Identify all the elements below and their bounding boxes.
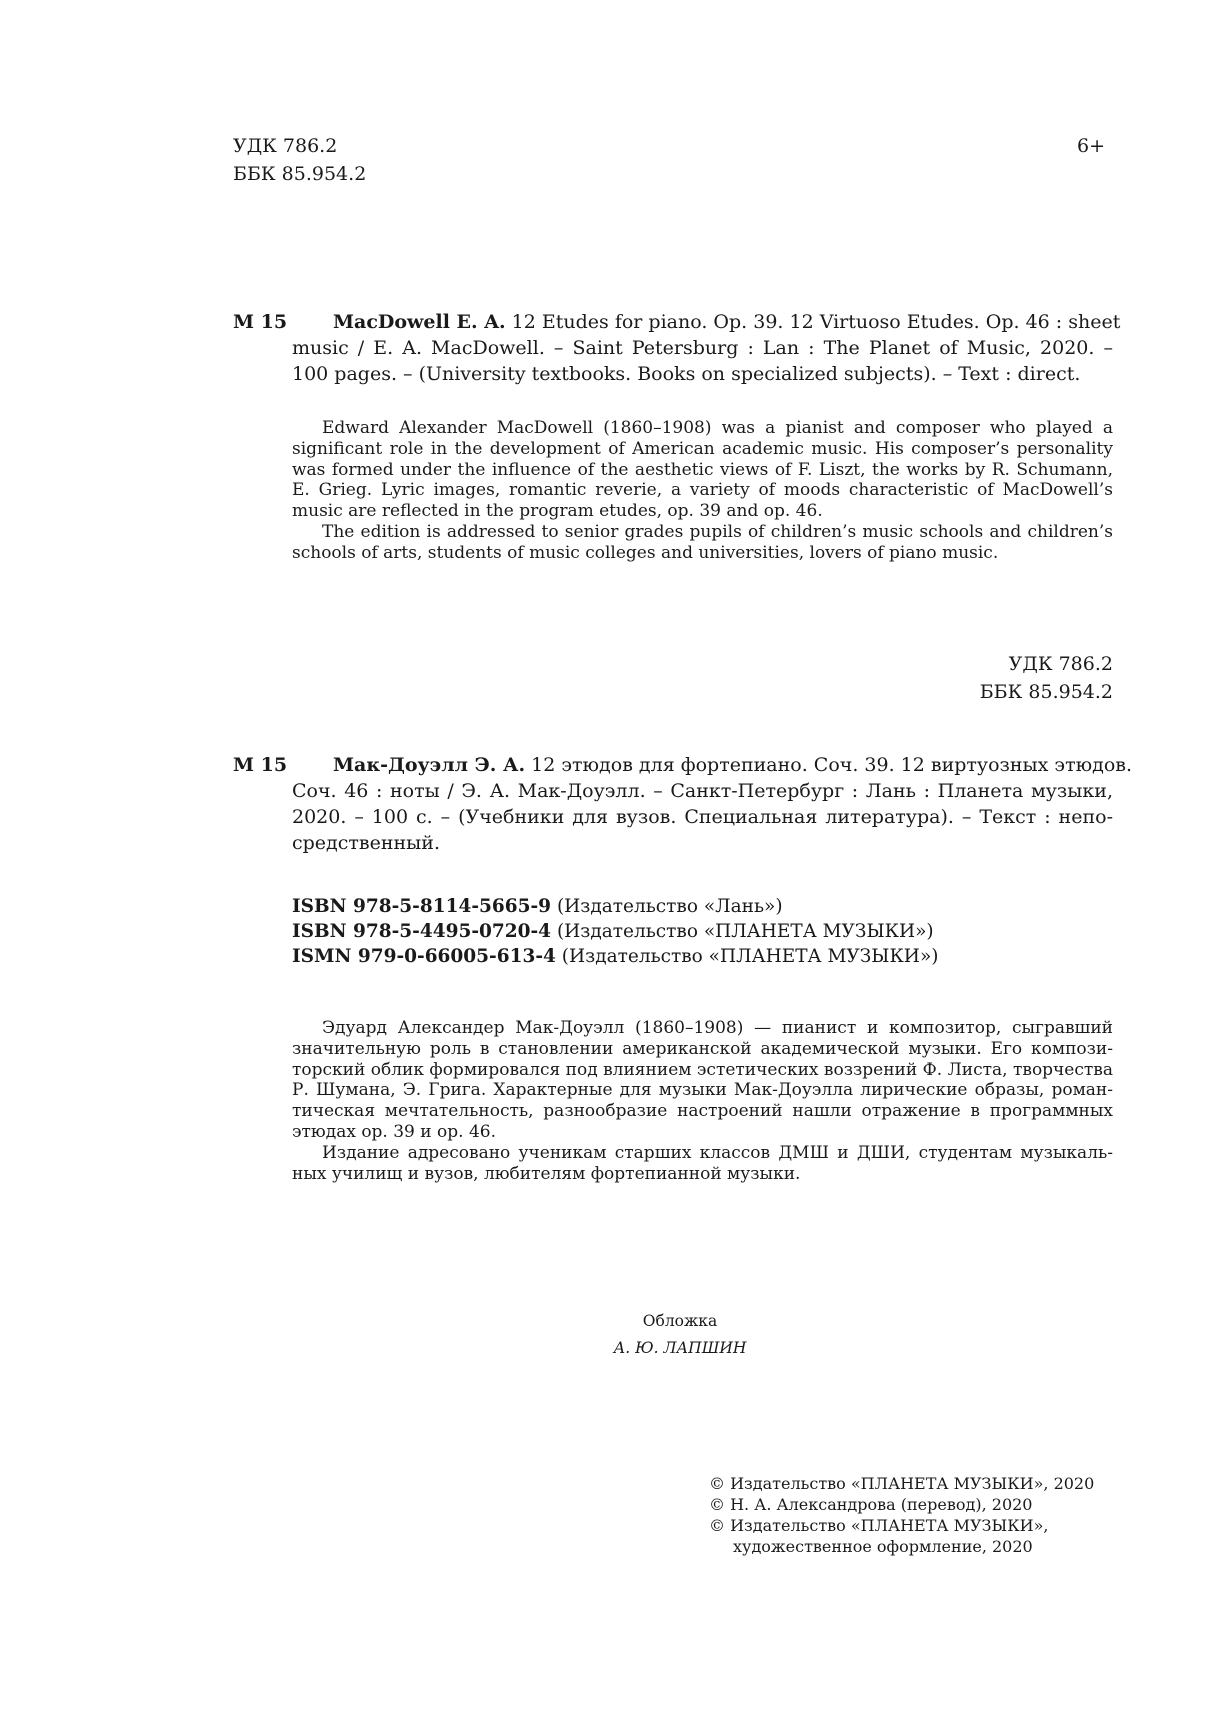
udk-code-top: УДК 786.2 — [233, 135, 338, 157]
bib-line-1 — [333, 752, 1132, 778]
bib-line-2: Соч. 46 : ноты / Э. А. Мак-Доуэлл. – Санкт-Петербург : Лань : Планета музыки, — [292, 780, 1113, 802]
annotation-line: Издание адресовано ученикам старших классов ДМШ и ДШИ, студентам музыкаль- — [322, 1142, 1113, 1163]
bib-line-1 — [333, 309, 1121, 335]
bib-title-en: 12 Etudes for piano. Op. 39. 12 Virtuoso Etudes. Op. 46 : sheet — [511, 311, 1121, 333]
annotation-line: significant role in the development of American academic music. His composer’s personality — [292, 438, 1113, 459]
annotation-line: Edward Alexander MacDowell (1860–1908) was a pianist and composer who played a — [322, 418, 1113, 438]
annotation-line: was formed under the influence of the aesthetic views of F. Liszt, the works by R. Schumann, — [292, 459, 1113, 480]
bib-entry-en-cont — [292, 335, 1113, 387]
ismn-code: ISMN 979-0-66005-613-4 — [292, 946, 556, 967]
udk-code-middle: УДК 786.2 — [1008, 653, 1113, 675]
isbn-publisher: (Издательство «ПЛАНЕТА МУЗЫКИ») — [551, 921, 934, 942]
annotation-ru — [292, 1018, 1113, 1184]
annotation-line: ных училищ и вузов, любителям фортепианной музыки. — [292, 1163, 801, 1184]
isbn-code: ISBN 978-5-8114-5665-9 — [292, 896, 552, 917]
annotation-line: этюдах ор. 39 и ор. 46. — [292, 1121, 496, 1142]
copyright-line: © Н. А. Александрова (перевод), 2020 — [709, 1495, 1033, 1514]
annotation-line: тическая мечтательность, разнообразие настроений нашли отражение в программных — [292, 1101, 1113, 1122]
copyright-line: © Издательство «ПЛАНЕТА МУЗЫКИ», — [709, 1516, 1049, 1535]
bib-line-2: music / E. A. MacDowell. – Saint Petersburg : Lan : The Planet of Music, 2020. – — [292, 337, 1113, 359]
bib-author-ru: Мак-Доуэлл Э. А. — [333, 754, 526, 776]
isbn-block — [292, 894, 938, 969]
annotation-line: значительную роль в становлении американской академической музыки. Его компози- — [292, 1038, 1113, 1059]
annotation-en — [292, 418, 1113, 564]
copyright-line: © Издательство «ПЛАНЕТА МУЗЫКИ», 2020 — [709, 1474, 1095, 1493]
author-mark-ru: М 15 — [233, 754, 288, 776]
age-rating: 6+ — [1077, 135, 1106, 157]
bib-line-3: 100 pages. – (University textbooks. Books on specialized subjects). – Text : direct. — [292, 363, 1081, 385]
annotation-line: schools of arts, students of music colleges and universities, lovers of piano music. — [292, 542, 999, 563]
isbn-publisher: (Издательство «Лань») — [551, 896, 783, 917]
ismn-publisher: (Издательство «ПЛАНЕТА МУЗЫКИ») — [555, 946, 939, 967]
annotation-line: music are reflected in the program etudes, op. 39 and op. 46. — [292, 501, 823, 522]
annotation-line: торский облик формировался под влиянием эстетических воззрений Ф. Листа, творчества — [292, 1059, 1113, 1080]
bib-title-ru: 12 этюдов для фортепиано. Соч. 39. 12 виртуозных этюдов. — [531, 754, 1132, 776]
bib-line-4: средственный. — [292, 832, 440, 854]
bib-entry-ru — [333, 752, 1132, 778]
annotation-line: E. Grieg. Lyric images, romantic reverie, a variety of moods characteristic of MacDowell’s — [292, 480, 1113, 501]
isbn-row — [292, 919, 938, 944]
author-mark-en: M 15 — [233, 311, 288, 333]
annotation-line: Р. Шумана, Э. Грига. Характерные для музыки Мак-Доуэлла лирические образы, роман- — [292, 1080, 1113, 1101]
bib-author-en: MacDowell E. A. — [333, 311, 506, 333]
bbk-code-top: ББК 85.954.2 — [233, 163, 367, 185]
cover-label: Обложка — [642, 1312, 718, 1330]
ismn-row — [292, 944, 938, 969]
isbn-row — [292, 894, 938, 919]
isbn-code: ISBN 978-5-4495-0720-4 — [292, 921, 552, 942]
copyright-line: художественное оформление, 2020 — [733, 1537, 1033, 1556]
bib-line-3: 2020. – 100 с. – (Учебники для вузов. Специальная литература). – Текст : непо- — [292, 806, 1113, 828]
annotation-line: Эдуард Александер Мак-Доуэлл (1860–1908) — пианист и композитор, сыгравший — [322, 1018, 1113, 1038]
bib-entry-ru-cont — [292, 778, 1113, 856]
bbk-code-middle: ББК 85.954.2 — [979, 681, 1113, 703]
copyright-block — [709, 1473, 1094, 1557]
bib-entry-en — [333, 309, 1121, 335]
cover-artist: А. Ю. ЛАПШИН — [613, 1339, 747, 1357]
annotation-line: The edition is addressed to senior grades pupils of children’s music schools and children’s — [322, 521, 1113, 542]
